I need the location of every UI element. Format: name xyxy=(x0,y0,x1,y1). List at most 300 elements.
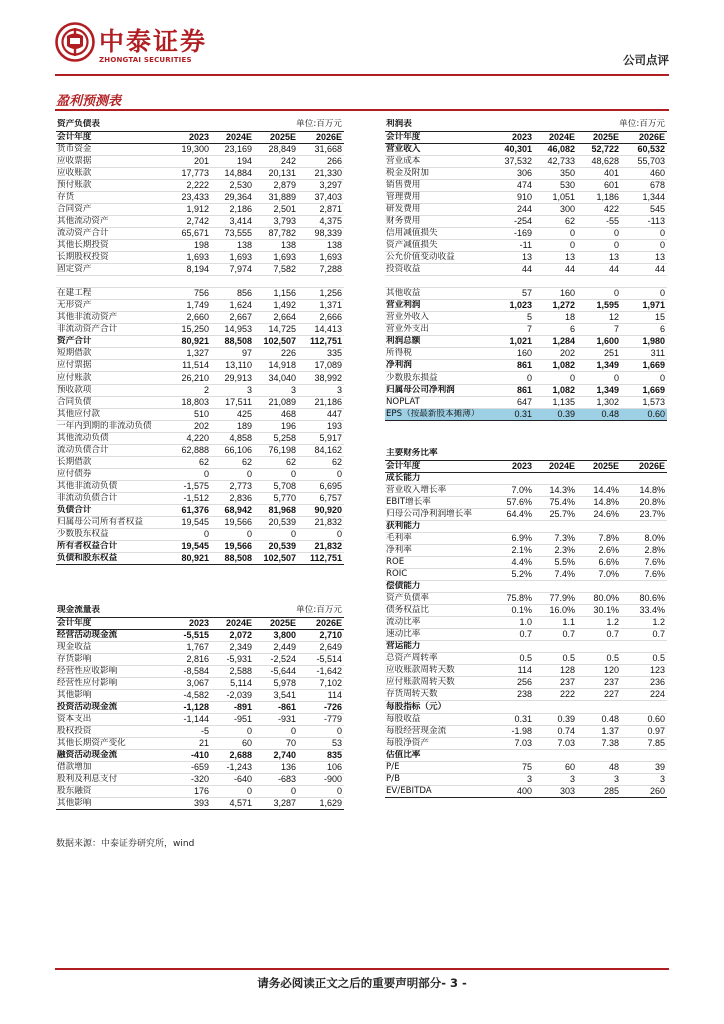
cell-value: 311 xyxy=(621,348,667,360)
cell-value: 80,921 xyxy=(168,553,211,565)
row-label: 预付账款 xyxy=(56,179,168,191)
cell-value: 756 xyxy=(168,288,211,300)
cell-value: 1,082 xyxy=(534,384,577,396)
table-row xyxy=(385,264,667,276)
row-label: 营业收入 xyxy=(385,143,491,155)
cell-value: 75 xyxy=(491,761,534,773)
cell-value: 112,751 xyxy=(298,336,344,348)
cell-value: -4,582 xyxy=(168,689,211,701)
table-row xyxy=(56,517,344,529)
cell-value: 1,669 xyxy=(621,360,667,372)
table-row xyxy=(385,324,667,336)
cell-value: 42,733 xyxy=(534,155,577,167)
table-title-row xyxy=(385,119,667,131)
cell-value: 236 xyxy=(621,677,667,689)
cell-value: 138 xyxy=(298,239,344,251)
cell-value: 7 xyxy=(491,324,534,336)
table-row xyxy=(56,396,344,408)
row-label: 固定资产 xyxy=(56,264,168,276)
table-row xyxy=(385,348,667,360)
cell-value: 3 xyxy=(577,773,621,785)
cell-value: 2.1% xyxy=(491,544,534,556)
table-row xyxy=(385,713,667,725)
cell-value: 335 xyxy=(298,348,344,360)
cell-value: 138 xyxy=(254,239,298,251)
cell-value: 61,376 xyxy=(168,505,211,517)
section-label: 成长能力 xyxy=(385,472,667,484)
spacer-row xyxy=(56,276,344,288)
cell-value: 0 xyxy=(621,288,667,300)
cell-value: 0.48 xyxy=(577,408,621,420)
table-row xyxy=(56,336,344,348)
cell-value: 2,186 xyxy=(211,203,254,215)
cell-value: -113 xyxy=(621,215,667,227)
table-title: 现金流量表 xyxy=(56,605,254,617)
cell-value: 0 xyxy=(298,786,344,798)
cell-value: 1.1 xyxy=(534,617,577,629)
cell-value: 21,330 xyxy=(298,167,344,179)
cell-value: 14,725 xyxy=(254,324,298,336)
cell-value: 256 xyxy=(491,677,534,689)
cell-value: 196 xyxy=(254,420,298,432)
cell-value: 70 xyxy=(254,738,298,750)
cell-value: 0 xyxy=(577,372,621,384)
cell-value: 260 xyxy=(621,785,667,797)
cell-value: 29,364 xyxy=(211,191,254,203)
column-header-year: 2026E xyxy=(298,131,344,143)
row-label: 净利润 xyxy=(385,360,491,372)
table-title-row xyxy=(385,448,667,460)
cell-value: 62 xyxy=(534,215,577,227)
cell-value: 2,660 xyxy=(168,312,211,324)
table-row xyxy=(385,384,667,396)
cell-value: 3,414 xyxy=(211,215,254,227)
cell-value: 62,888 xyxy=(168,444,211,456)
cell-value: -5,644 xyxy=(254,665,298,677)
row-label: 借款增加 xyxy=(56,762,168,774)
cell-value: 52,722 xyxy=(577,143,621,155)
table-row xyxy=(56,492,344,504)
cell-value: -861 xyxy=(254,701,298,713)
table-row xyxy=(56,264,344,276)
cell-value: 1,256 xyxy=(298,288,344,300)
cell-value: 7,102 xyxy=(298,677,344,689)
cell-value: -659 xyxy=(168,762,211,774)
table-row xyxy=(56,798,344,810)
cell-value: 0 xyxy=(168,468,211,480)
row-label: 存货 xyxy=(56,191,168,203)
row-label: 投资收益 xyxy=(385,264,491,276)
column-header-year: 2025E xyxy=(254,131,298,143)
row-label: 应收账款周转天数 xyxy=(385,665,491,677)
row-label: 非流动负债合计 xyxy=(56,492,168,504)
row-label: 其他非流动资产 xyxy=(56,312,168,324)
table-title: 资产负债表 xyxy=(56,119,254,131)
cell-value: 447 xyxy=(298,408,344,420)
cell-value: 1,693 xyxy=(254,252,298,264)
cell-value: 1,749 xyxy=(168,300,211,312)
cell-value: 1,135 xyxy=(534,396,577,408)
row-label: 管理费用 xyxy=(385,191,491,203)
cell-value: -951 xyxy=(211,713,254,725)
row-label: 营业收入增长率 xyxy=(385,484,491,496)
table-row xyxy=(385,496,667,508)
cell-value: 80.6% xyxy=(621,593,667,605)
cell-value: 160 xyxy=(491,348,534,360)
cell-value: 4,858 xyxy=(211,432,254,444)
table-row xyxy=(385,484,667,496)
cell-value: 530 xyxy=(534,179,577,191)
row-label: EBIT增长率 xyxy=(385,496,491,508)
section-row xyxy=(385,581,667,593)
row-label: 所得税 xyxy=(385,348,491,360)
cell-value: 1,186 xyxy=(577,191,621,203)
cell-value: 910 xyxy=(491,191,534,203)
cell-value: 62 xyxy=(298,456,344,468)
cell-value: 0 xyxy=(534,372,577,384)
cell-value: 5,770 xyxy=(254,492,298,504)
cell-value: 33.4% xyxy=(621,605,667,617)
cell-value: -254 xyxy=(491,215,534,227)
cell-value: 2,588 xyxy=(211,665,254,677)
cell-value: 0.97 xyxy=(621,725,667,737)
cell-value: 2,879 xyxy=(254,179,298,191)
cell-value: -1,128 xyxy=(168,701,211,713)
cell-value: 53 xyxy=(298,738,344,750)
cell-value: 138 xyxy=(211,239,254,251)
table-row xyxy=(56,629,344,641)
cell-value: 6.6% xyxy=(577,556,621,568)
cell-value: 0 xyxy=(621,239,667,251)
row-label: 所有者权益合计 xyxy=(56,541,168,553)
table-row xyxy=(56,701,344,713)
cell-value: 136 xyxy=(254,762,298,774)
cell-value: 861 xyxy=(491,360,534,372)
table-title-row xyxy=(56,119,344,131)
cell-value: 2 xyxy=(168,384,211,396)
column-header-row xyxy=(385,131,667,143)
cell-value: 97 xyxy=(211,348,254,360)
table-row xyxy=(385,215,667,227)
cell-value: 2.6% xyxy=(577,544,621,556)
cell-value: 3,793 xyxy=(254,215,298,227)
section-label: 估值比率 xyxy=(385,749,667,761)
cell-value: 2,710 xyxy=(298,629,344,641)
cell-value: 5,978 xyxy=(254,677,298,689)
table-row xyxy=(56,312,344,324)
cell-value: 2,530 xyxy=(211,179,254,191)
cell-value: 5,114 xyxy=(211,677,254,689)
cell-value: 1,371 xyxy=(298,300,344,312)
cell-value: 1,573 xyxy=(621,396,667,408)
cell-value: 18,803 xyxy=(168,396,211,408)
cell-value: 20,539 xyxy=(254,517,298,529)
cell-value: 21 xyxy=(168,738,211,750)
cell-value: 0.7 xyxy=(577,629,621,641)
cell-value: 227 xyxy=(577,689,621,701)
cell-value: 2,742 xyxy=(168,215,211,227)
row-label: 每股经营现金流 xyxy=(385,725,491,737)
column-header-row xyxy=(385,460,667,472)
cell-value: 0 xyxy=(577,227,621,239)
cell-value: 0.60 xyxy=(621,713,667,725)
cell-value: 160 xyxy=(534,288,577,300)
cell-value: 7.6% xyxy=(621,556,667,568)
cell-value: 60 xyxy=(211,738,254,750)
row-label: 其他收益 xyxy=(385,288,491,300)
table-row xyxy=(56,480,344,492)
cell-value: 55,703 xyxy=(621,155,667,167)
cell-value: -1,642 xyxy=(298,665,344,677)
cell-value: 425 xyxy=(211,408,254,420)
row-label: 信用减值损失 xyxy=(385,227,491,239)
cell-value: 0 xyxy=(254,529,298,541)
cell-value: 75.4% xyxy=(534,496,577,508)
cell-value: 13 xyxy=(577,252,621,264)
cell-value: -5,514 xyxy=(298,653,344,665)
cell-value: 7.38 xyxy=(577,737,621,749)
cell-value: 393 xyxy=(168,798,211,810)
table-row xyxy=(56,288,344,300)
row-label: 股东融资 xyxy=(56,786,168,798)
cell-value: 1,693 xyxy=(298,252,344,264)
cell-value: 88,508 xyxy=(211,336,254,348)
brand-name: 中泰证券 xyxy=(99,27,208,56)
table-row xyxy=(56,179,344,191)
cell-value: 0 xyxy=(298,468,344,480)
cell-value: 2,773 xyxy=(211,480,254,492)
cell-value: 176 xyxy=(168,786,211,798)
table-row xyxy=(385,143,667,155)
cell-value: 64.4% xyxy=(491,508,534,520)
cell-value: 4.4% xyxy=(491,556,534,568)
cell-value: -1,243 xyxy=(211,762,254,774)
cell-value: 68,942 xyxy=(211,505,254,517)
column-header-year: 2024E xyxy=(534,131,577,143)
row-label: 预收款项 xyxy=(56,384,168,396)
row-label: 研发费用 xyxy=(385,203,491,215)
cell-value: 14,884 xyxy=(211,167,254,179)
cell-value: 81,968 xyxy=(254,505,298,517)
section-label: 偿债能力 xyxy=(385,581,667,593)
row-label: 长期股权投资 xyxy=(56,252,168,264)
table-row xyxy=(385,532,667,544)
column-header-year: 2023 xyxy=(491,460,534,472)
row-label: 非流动资产合计 xyxy=(56,324,168,336)
cell-value: 2.3% xyxy=(534,544,577,556)
section-row xyxy=(385,472,667,484)
row-label: 存货影响 xyxy=(56,653,168,665)
column-header-year: 2024E xyxy=(211,617,254,629)
table-row xyxy=(56,191,344,203)
table-row xyxy=(56,529,344,541)
table-row xyxy=(56,541,344,553)
cell-value: 14,918 xyxy=(254,360,298,372)
table-row xyxy=(385,203,667,215)
cell-value: 202 xyxy=(534,348,577,360)
cell-value: 7.6% xyxy=(621,568,667,580)
cell-value: 6 xyxy=(621,324,667,336)
row-label: 资本支出 xyxy=(56,713,168,725)
cell-value: 198 xyxy=(168,239,211,251)
table-row xyxy=(385,372,667,384)
cell-value: 0.31 xyxy=(491,408,534,420)
cell-value: 37,532 xyxy=(491,155,534,167)
cell-value: 13 xyxy=(491,252,534,264)
cell-value: 0 xyxy=(577,239,621,251)
cell-value: 57.6% xyxy=(491,496,534,508)
cell-value: 84,162 xyxy=(298,444,344,456)
cell-value: 14.8% xyxy=(577,496,621,508)
column-header-year: 2025E xyxy=(577,131,621,143)
cell-value: 14.3% xyxy=(534,484,577,496)
cell-value: 238 xyxy=(491,689,534,701)
row-label: 公允价值变动收益 xyxy=(385,252,491,264)
row-label: 合同负债 xyxy=(56,396,168,408)
cell-value: 1,595 xyxy=(577,300,621,312)
row-label: 应付账款 xyxy=(56,372,168,384)
table-row xyxy=(385,568,667,580)
cell-value: 0.5 xyxy=(491,653,534,665)
cell-value: 1,327 xyxy=(168,348,211,360)
row-label: NOPLAT xyxy=(385,396,491,408)
spacer-cell xyxy=(56,276,344,288)
cell-value: 0.5 xyxy=(621,653,667,665)
row-label: 流动负债合计 xyxy=(56,444,168,456)
cell-value: 0 xyxy=(254,786,298,798)
cell-value: 23,433 xyxy=(168,191,211,203)
cell-value: -5,931 xyxy=(211,653,254,665)
section-row xyxy=(385,520,667,532)
report-header xyxy=(55,22,669,72)
table-row xyxy=(385,336,667,348)
cell-value: 4,571 xyxy=(211,798,254,810)
cell-value: 468 xyxy=(254,408,298,420)
cell-value: -11 xyxy=(491,239,534,251)
cell-value: 237 xyxy=(577,677,621,689)
cell-value: 20.8% xyxy=(621,496,667,508)
row-label: 毛利率 xyxy=(385,532,491,544)
cell-value: 1,051 xyxy=(534,191,577,203)
cell-value: 201 xyxy=(168,155,211,167)
unit-label: 单位:百万元 xyxy=(254,605,344,617)
cell-value: 48,628 xyxy=(577,155,621,167)
cell-value: 88,508 xyxy=(211,553,254,565)
cell-value: 1.0 xyxy=(491,617,534,629)
unit-label: 单位:百万元 xyxy=(577,119,667,131)
footer-disclaimer: 请务必阅读正文之后的重要声明部分- 3 - xyxy=(257,976,467,990)
cell-value: 474 xyxy=(491,179,534,191)
cell-value: 222 xyxy=(534,689,577,701)
row-label: 股权投资 xyxy=(56,725,168,737)
cell-value: 17,089 xyxy=(298,360,344,372)
table-row xyxy=(385,300,667,312)
cell-value: 5.5% xyxy=(534,556,577,568)
row-label: 税金及附加 xyxy=(385,167,491,179)
cell-value: 2,816 xyxy=(168,653,211,665)
table-row xyxy=(385,605,667,617)
row-label: 流动资产合计 xyxy=(56,227,168,239)
row-label: 资产合计 xyxy=(56,336,168,348)
cell-value: 0.1% xyxy=(491,605,534,617)
cell-value: 7.3% xyxy=(534,532,577,544)
row-label: ROIC xyxy=(385,568,491,580)
section-label: 营运能力 xyxy=(385,641,667,653)
cell-value: 0.7 xyxy=(534,629,577,641)
cell-value: 24.6% xyxy=(577,508,621,520)
row-label: P/E xyxy=(385,761,491,773)
column-header-year: 2023 xyxy=(491,131,534,143)
cell-value: -683 xyxy=(254,774,298,786)
cell-value: 21,089 xyxy=(254,396,298,408)
cell-value: 19,566 xyxy=(211,517,254,529)
column-header-label: 会计年度 xyxy=(385,460,491,472)
table-row xyxy=(56,155,344,167)
column-header-row xyxy=(56,617,344,629)
cell-value: 23.7% xyxy=(621,508,667,520)
cell-value: 77.9% xyxy=(534,593,577,605)
cell-value: 38,992 xyxy=(298,372,344,384)
row-label: 货币资金 xyxy=(56,143,168,155)
table-row xyxy=(385,191,667,203)
row-label: 其他流动负债 xyxy=(56,432,168,444)
cell-value: 2,649 xyxy=(298,641,344,653)
row-label: 融资活动现金流 xyxy=(56,750,168,762)
row-label: ROE xyxy=(385,556,491,568)
cell-value: 30.1% xyxy=(577,605,621,617)
cell-value: 21,832 xyxy=(298,541,344,553)
row-label: 长期借款 xyxy=(56,456,168,468)
row-label: 净利率 xyxy=(385,544,491,556)
cell-value: 4,220 xyxy=(168,432,211,444)
row-label: 应付账款周转天数 xyxy=(385,677,491,689)
row-label: 其他长期资产变化 xyxy=(56,738,168,750)
row-label: 应收账款 xyxy=(56,167,168,179)
zhongtai-logo-icon xyxy=(55,22,95,62)
table-row xyxy=(56,762,344,774)
row-label: 负债和股东权益 xyxy=(56,553,168,565)
column-header-year: 2024E xyxy=(211,131,254,143)
table-row xyxy=(56,348,344,360)
cell-value: 17,773 xyxy=(168,167,211,179)
cell-value: 3,541 xyxy=(254,689,298,701)
cell-value: 11,514 xyxy=(168,360,211,372)
cell-value: 2,667 xyxy=(211,312,254,324)
table-row xyxy=(385,252,667,264)
cell-value: 19,545 xyxy=(168,517,211,529)
cell-value: 6,757 xyxy=(298,492,344,504)
cell-value: 0 xyxy=(298,529,344,541)
cell-value: 3,800 xyxy=(254,629,298,641)
cell-value: 678 xyxy=(621,179,667,191)
cell-value: 57 xyxy=(491,288,534,300)
cell-value: 237 xyxy=(534,677,577,689)
section-row xyxy=(385,701,667,713)
table-row xyxy=(56,774,344,786)
cell-value: 6.9% xyxy=(491,532,534,544)
cell-value: 1,624 xyxy=(211,300,254,312)
cell-value: -1,512 xyxy=(168,492,211,504)
table-row xyxy=(56,167,344,179)
cell-value: 98,339 xyxy=(298,227,344,239)
cell-value: 0 xyxy=(577,288,621,300)
row-label: 总资产周转率 xyxy=(385,653,491,665)
document-type: 公司点评 xyxy=(623,53,669,67)
cell-value: 0.39 xyxy=(534,408,577,420)
cell-value: 5 xyxy=(491,312,534,324)
cell-value: 44 xyxy=(491,264,534,276)
cell-value: 7.03 xyxy=(491,737,534,749)
